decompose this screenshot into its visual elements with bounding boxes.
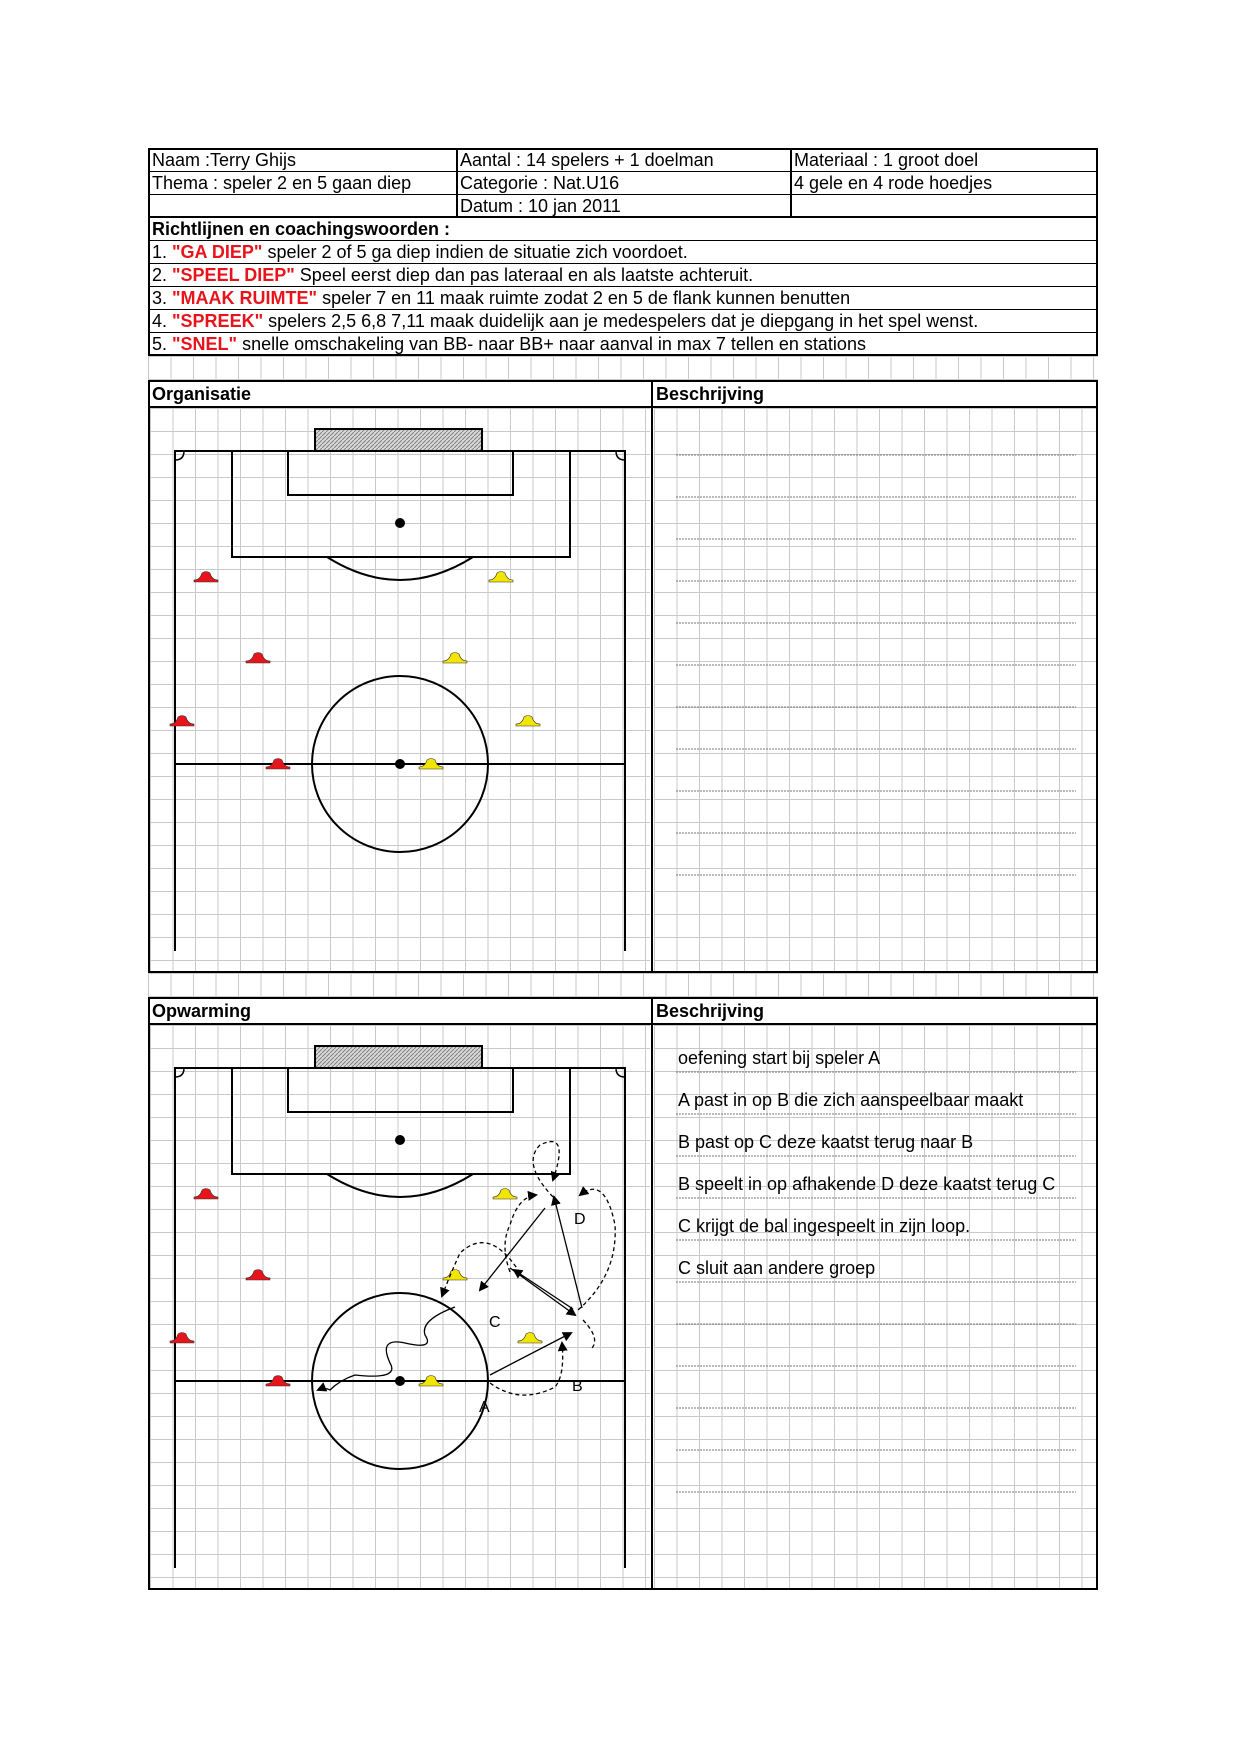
penalty-arc (327, 557, 473, 580)
cone-red (246, 1270, 270, 1281)
player-label-d: D (574, 1211, 586, 1228)
guideline-number: 4. (152, 311, 168, 331)
guideline-item (152, 264, 753, 286)
organisatie-desc-title: Beschrijving (656, 384, 765, 404)
datum-cell: Datum : 10 jan 2011 (460, 196, 621, 216)
description-text: C sluit aan andere groep (678, 1258, 876, 1278)
guideline-text: spelers 2,5 6,8 7,11 maak duidelijk aan je medespelers dat je diepgang in het spel wenst. (263, 311, 979, 331)
guideline-keyword: "SPEEL DIEP" (172, 265, 295, 285)
guideline-text: speler 7 en 11 maak ruimte zodat 2 en 5 de flank kunnen benutten (317, 288, 851, 308)
goal-area (288, 451, 513, 495)
penalty-spot (395, 518, 405, 528)
cone-yellow (518, 1333, 542, 1344)
cone-yellow (516, 716, 540, 727)
cone-yellow (493, 1189, 517, 1200)
center-spot (395, 1376, 405, 1386)
hoedjes-cell: 4 gele en 4 rode hoedjes (794, 173, 993, 193)
guideline-text: snelle omschakeling van BB- naar BB+ naar aanval in max 7 tellen en stations (237, 334, 866, 354)
guideline-keyword: "SNEL" (172, 334, 238, 354)
guideline-item (152, 287, 850, 309)
guideline-item (152, 333, 866, 355)
description-text: A past in op B die zich aanspeelbaar maakt (678, 1090, 1024, 1110)
run-arrows (442, 1142, 615, 1396)
goal-area (288, 1068, 513, 1112)
penalty-spot (395, 1135, 405, 1145)
description-text: C krijgt de bal ingespeelt in zijn loop. (678, 1216, 971, 1236)
aantal-cell: Aantal : 14 spelers + 1 doelman (460, 150, 714, 170)
center-spot (395, 759, 405, 769)
guideline-number: 3. (152, 288, 168, 308)
opwarming-title: Opwarming (152, 1001, 252, 1021)
opwarming-desc-title: Beschrijving (656, 1001, 765, 1021)
player-label-c: C (489, 1314, 501, 1331)
guideline-item (152, 310, 978, 332)
categorie-cell: Categorie : Nat.U16 (460, 173, 620, 193)
organisatie-desc-lines (654, 408, 1096, 971)
guideline-number: 1. (152, 242, 168, 262)
cone-red (170, 1333, 194, 1344)
penalty-box (232, 451, 570, 557)
penalty-box (232, 1068, 570, 1174)
materiaal-cell: Materiaal : 1 groot doel (794, 150, 979, 170)
guideline-keyword: "GA DIEP" (172, 242, 263, 262)
naam-cell: Naam :Terry Ghijs (152, 150, 297, 170)
description-text: B speelt in op afhakende D deze kaatst terug C (678, 1174, 1056, 1194)
cone-red (194, 1189, 218, 1200)
guideline-text: Speel eerst diep dan pas lateraal en als laatste achteruit. (294, 265, 754, 285)
opwarming-pitch (150, 1025, 650, 1588)
goal (315, 429, 482, 451)
guideline-item (152, 241, 688, 263)
guideline-text: speler 2 of 5 ga diep indien de situatie zich voordoet. (262, 242, 688, 262)
player-label-a: A (479, 1399, 490, 1416)
goal (315, 1046, 482, 1068)
cone-red (246, 653, 270, 664)
cone-yellow (489, 572, 513, 583)
penalty-arc (327, 1174, 473, 1197)
guideline-keyword: "SPREEK" (172, 311, 264, 331)
pass-arrows (480, 1197, 582, 1375)
cone-red (170, 716, 194, 727)
guideline-number: 5. (152, 334, 168, 354)
description-text: oefening start bij speler A (678, 1048, 881, 1068)
organisatie-title: Organisatie (152, 384, 252, 404)
cone-red (194, 572, 218, 583)
description-text: B past op C deze kaatst terug naar B (678, 1132, 974, 1152)
cone-yellow (443, 653, 467, 664)
guideline-number: 2. (152, 265, 168, 285)
thema-cell: Thema : speler 2 en 5 gaan diep (152, 173, 412, 193)
cone-yellow (443, 1270, 467, 1281)
player-label-b: B (572, 1378, 583, 1395)
organisatie-pitch (150, 408, 650, 971)
guideline-keyword: "MAAK RUIMTE" (172, 288, 318, 308)
guidelines-title: Richtlijnen en coachingswoorden : (152, 219, 451, 239)
